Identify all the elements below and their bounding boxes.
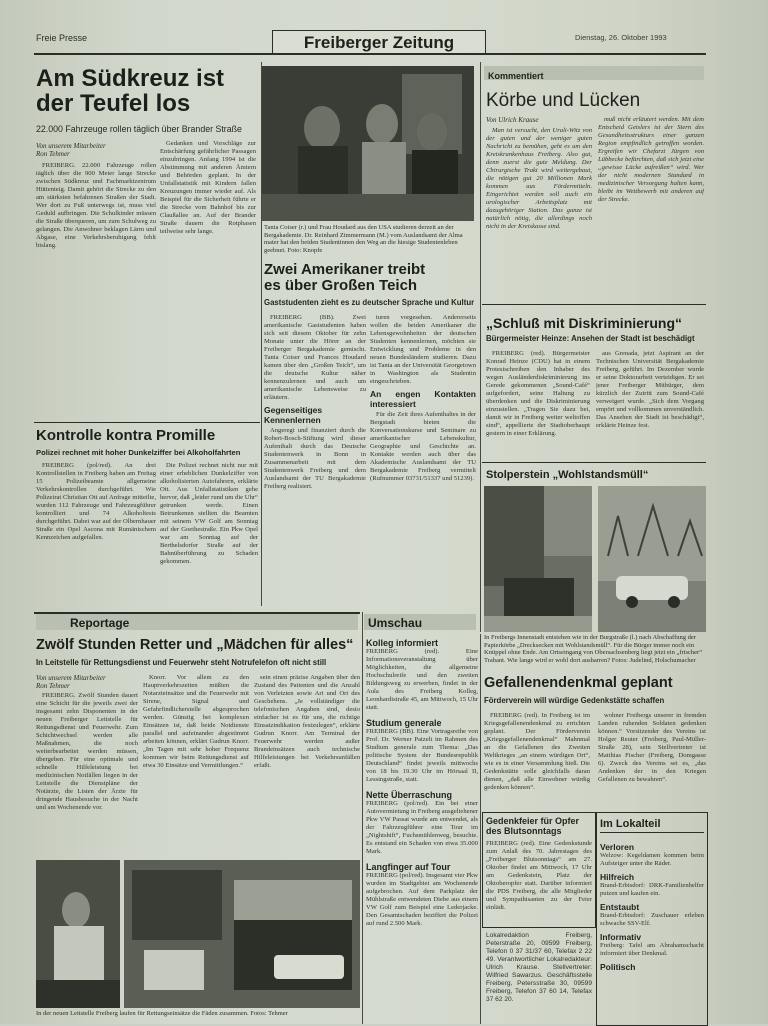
lead-byline-1: Von unserem Mitarbeiter — [36, 142, 106, 150]
americans-col1 — [264, 314, 366, 610]
kontrolle-headline: Kontrolle kontra Promille — [36, 427, 216, 444]
umschau-item-text: FREIBERG (pol/red). Insgesamt vier Pkw wurden im Stadtgebiet am Wochenende aufgebrochen. Auf dem Parkplatz der Mühlstraße entwendeten Diebe aus einem VW Golf zum Beispiel eine Lederjacke. Den Gesamtschaden beziffert die Polizei auf rund 2.500 Mark. — [366, 872, 478, 927]
kommentar-byline: Von Ulrich Krause — [486, 116, 539, 124]
reportage-col1-text: FREIBERG. Zwölf Stunden dauert eine Schicht für die jeweils zwei der insgesamt zehn Disponenten in der neuen Freiberger Leitstelle für Rettungsdienst und Feuerwehr. Zum Schichtwechsel werden alle Maßnahmen, die noch weiterbearbeitet werden müssen, übergeben. Für eine optimale und schnelle Hilfeleistung bei medizinischen Notfällen liegen in der Leitstelle die Dienstpläne der Notärzte, die Listen der Ärzte für dringende Hausbesuche in der Nacht und am Wochenende vor. — [36, 692, 138, 811]
denkmal-col2 — [598, 712, 706, 810]
kommentar-label-box — [484, 66, 704, 80]
photo-control-room-image — [124, 860, 360, 1008]
masthead-title — [272, 30, 486, 55]
americans-headline-line1: Zwei Amerikaner treibt — [264, 261, 426, 278]
photo-dispatcher-image — [36, 860, 120, 1008]
column-divider-3 — [362, 612, 363, 1024]
diskriminierung-col2-text: aus Grenada, jetzt Aspirant an der Technischen Universität Bergakademie Freiberg, geführt. Im Dezember wurde er seine Doktorarbeit verteidigen. Er sei jener Freiberger Mitbürger, dem kürzlich der Zutritt zum Sound-Café verweigert wurde. „Sich dem Vorgang empört und vollkommen unverständlich. Das Ansehen der Stadt ist beschädigt“, erklärte Heinze fest. — [596, 350, 704, 429]
masthead-left: Freie Presse — [36, 33, 88, 43]
umschau-item-text: FREIBERG (red). Eine Informationsveranstaltung über Möglichkeiten, die allgemeine Hochschulreife und den zweiten Bildungsweg zu erwerben, findet in der Aula des Freiberg Kolleg, Leonhardistraße 45, am Mittwoch, 15 Uhr statt. — [366, 648, 478, 711]
denkmal-col1 — [484, 712, 590, 810]
lokalteil-list — [600, 838, 704, 1022]
diskriminierung-headline: „Schluß mit Diskriminierung“ — [486, 315, 683, 331]
kommentar-col2-text: muß nicht erläutert werden. Mit dem Entscheid Geislers ist der Stern des Gesundheitsstrukturs einer ganzen Region empfindlich getroffen worden. Ergreifen wir Chefarzt Jürgen von Lübbecke befürchten, daß sich jetzt eine „gewisse Lücke aufreißen“ wird. Wer der nicht modernen Standard in medizinischer Versorgung halten kann, bleibt im Wettbewerb mit anderen auf der Strecke. — [598, 116, 704, 203]
masthead-date: Dienstag, 26. Oktober 1993 — [575, 33, 667, 42]
lead-col1-text: FREIBERG. 22.000 Fahrzeuge rollen täglich über die 900 Meter lange Strecke zwischen Südkreuz und Fachmarktzentrum Hüttenteig. Damit gehört die Strecke zu den am stärksten befahrenen Straßen der Stadt. Wer dort zu Fuß unterwegs ist, muss viel Geduld aufbringen. Die Schulkinder müssen die Straße überqueren, um zum Schulweg zu gelangen. Die Anwohner beklagen Lärm und Abgase, eine Verkehrsberuhigung fehlt bislang. — [36, 162, 156, 249]
photo-bottom-caption: In der neuen Leitstelle Freiberg laufen für Rettungseinsätze die Fäden zusammen. Fotos: Tehmer — [36, 1010, 288, 1017]
reportage-subhead: In Leitstelle für Rettungsdienst und Feuerwehr steht Notrufelefon oft nicht still — [36, 658, 327, 667]
photo-students — [262, 66, 474, 221]
lokalteil-item-text: Brand-Erbisdorf: DRK-Familienhelfer putzen und kaufen ein. — [600, 882, 704, 897]
opfer-headline: Gedenkfeier für Opfer des Blutsonntags — [486, 816, 580, 836]
photo-trabant — [598, 486, 706, 632]
lokalteil-item-title: Politisch — [600, 962, 636, 972]
umschau-item-title: Studium generale — [366, 718, 442, 728]
stolperstein-caption: In Freibergs Innenstadt entstehen wie in der Burgstraße (l.) nach Abschaffung der Papierkörbe „Drecksecken mit Wohlstandsmüll“. Für die Bürger immer noch ein Knüppel ohne Ende. Am Ortseingang von Obersachsenberg liegt jetzt ein „frischer“ Trabant. Wie lange wird er wohl dort ausharren? Fotos: Judelind, Holschumacher — [484, 634, 703, 664]
photo-students-caption: Tania Coiser (r.) und Frau Houdard aus den USA studieren derzeit an der Bergakademie. Dr. Reinhard Zimmermann (M.) vom Auslandsamt der Alma mater hat den beiden Studentinnen den Weg an die hiesige Studentenleben geebnet. Foto: Knopfe — [264, 224, 463, 254]
reportage-col3-text: sein einen präzise Angaben über den Zustand des Patienten und die Anzahl von Verletzten sowie Art und Ort des Geschehens. „Je vollständiger die telefonischen Angaben sind, desto einfacher ist es für uns, die richtige Einsatzindikation festzulegen“, erklärte Gudrun Knorr. Am Terminal der Feuerwehr werden außer Brandeinsätzen auch technische Hilfeleistungen bei Verkehrsunfällen erfaßt. — [254, 674, 360, 769]
denkmal-subhead: Förderverein will würdige Gedenkstätte schaffen — [484, 696, 665, 705]
column-divider-4 — [480, 634, 481, 1024]
lokalteil-item-text: Welzow: Kegeldamen kommen beim Aufsteiger unter die Räder. — [600, 852, 704, 867]
lead-col2 — [160, 140, 256, 420]
reportage-byline-2: Ron Tehmer — [36, 682, 70, 690]
lead-col2-text: Gedanken und Vorschläge zur Entschärfung gefährlicher Passagen einzubringen. Anfang 1994 ist die Abstimmung mit anderen Ämtern und Behörden geplant. In der Unfallstatistik mit Kindern fallen Kreuzungen immer wieder auf. Als Beispiel für die Sicherheit führte er die Strecke vom Bahnhof bis zur Claußallee an. Auf der Brander Straße dauern die Rotphasen teilweise sehr lange. — [160, 140, 256, 235]
americans-col1b-text: Angeregt und finanziert durch die Robert-Bosch-Stiftung wird dieser Aufenthalt durch das Deutsche Studentenwerk in Bonn in Zusammenarbeit mit dem Studentenwerk Freiberg und dem Auslandsamt der TU Bergakademie Freiberg realisiert. — [264, 427, 366, 490]
kontrolle-col2-text: Die Polizei rechnet nicht nur mit einer erheblichen Dunkelziffer von alkoholisierten Autofahrern, erklärte Ott. Aus Unfallstatistiken gehe hervor, daß „leider rund um die Uhr“ getrunken werde. Einen Betrunkenen stellten die Beamten mit seinem VW Golf am Sonntag auf der Goethestraße. Ein Pkw Opel war am Sonntag auf der Berthelsdorfer Straße auf der Bahnüberführung zu Schaden gekommen. — [160, 462, 258, 565]
lokalteil-item-text: Freiberg: Tafel am Abrahamschacht informiert über Denkmal. — [600, 942, 704, 957]
lead-subhead: 22.000 Fahrzeuge rollen täglich über Brander Straße — [36, 124, 242, 134]
lead-headline-line1: Am Südkreuz ist — [36, 65, 225, 92]
kontrolle-subhead: Polizei rechnet mit hoher Dunkelziffer bei Alkoholfahrten — [36, 448, 241, 457]
stolperstein-rule — [482, 462, 706, 463]
lead-headline-line2: der Teufel los — [36, 90, 191, 118]
column-divider-2 — [480, 62, 481, 632]
lead-byline — [36, 142, 106, 158]
masthead-rule — [34, 53, 706, 55]
photo-students-image — [262, 66, 474, 221]
diskriminierung-col1 — [486, 350, 590, 460]
americans-col2-subhead: An engen Kontakten interessiert — [370, 389, 476, 409]
lokalteil-item-title: Hilfreich — [600, 872, 635, 882]
umschau-section-label: Umschau — [368, 616, 423, 630]
kontrolle-col1-text: FREIBERG (pol/red). An drei Kontrollstellen in Freiberg haben am Freitag 15 Polizeibeamte allgemeine Verkehrskontrollen durchgeführt. Wie Polizeirat Christian Ott auf Anfrage mitteilte, wurden 112 Fahrzeuge und Fahrzeugführer kontrolliert und 74 Alkoholtests durchgeführt. Dabei war auf der Olbernhauer Straße ein Opel Ascona mit Rumänischem Kennzeichen aufgefallen. — [36, 462, 156, 541]
photo-control-room — [124, 860, 360, 1008]
kommentar-col1 — [486, 127, 592, 299]
kommentar-col2 — [598, 116, 704, 299]
umschau-item-title: Kolleg informiert — [366, 638, 439, 648]
denkmal-col1-text: FREIBERG (red). In Freiberg ist im Kriegsgefallenendenkmal zu errichten geplant. Der Förderverein „Kriegsgefallenendenkmal“ Mahnmal an die Gefallenen des Zweiten Weltkrieges „an einem würdigen Ort“, wie es in einer Versammlung hieß. Die Gedenkstätte solle gleichfalls daran dienen, „daß alle Einwohner würdig gedenken können“. — [484, 712, 590, 791]
americans-subhead: Gaststudenten zieht es zu deutscher Sprache und Kultur — [264, 298, 475, 307]
kommentar-headline: Körbe und Lücken — [486, 90, 641, 111]
diskriminierung-subhead: Bürgermeister Heinze: Ansehen der Stadt ist beschädigt — [486, 334, 695, 343]
photo-trash-image — [484, 486, 592, 632]
americans-col2-text: turen vorgesehen. Andererseits wollen die beiden Amerikaner die Lebensgewohnheiten der deutschen Studenten kennenlernen, möchten sie Entwicklung und Probleme in den neuen Bundesländern studieren. Dazu ist Tania an der Universität Georgetown in Washington als Studentin eingeschrieben. — [370, 314, 476, 385]
reportage-byline-1: Von unserem Mitarbeiter — [36, 674, 106, 682]
umschau-item-text: FREIBERG (BB). Eine Vortragsreihe von Prof. Dr. Werner Patzelt im Rahmen des Studium generale zum Thema: „Das politische System der Bundesrepublik Deutschland“ findet jeweils mittwochs von 18 bis 19.30 Uhr im Hörsaal II, Lessingstraße, statt. — [366, 728, 478, 783]
masthead-title-text: Freiberger Zeitung — [303, 33, 455, 52]
kommentar-col1-text: Man ist versucht, den Urali-Witz von der guten und der weniger guten Nachricht zu bemühen, geht es um den Kreiskrankenhaus Freiberg. Also gut, denn zuerst die gute Meldung. Der Chirurgische Trakt wird weitergebaut, die nötigen gut 20 Millionen Mark kommen aus Fördermitteln. Eingerichtet werden soll auch ein urologischer Arbeitsplatz mit dazugehöriger Station. Das ganze ist natürlich nötig, die allerdings noch nicht in der Kreiskasse sind. — [486, 127, 592, 230]
lokalteil-item-title: Verloren — [600, 842, 635, 852]
reportage-col2 — [143, 674, 249, 850]
reportage-col1 — [36, 692, 138, 850]
opfer-text: FREIBERG (red). Eine Gedenkstunde zum Anlaß des 70. Jahrestages des „Freiberger Blutsonntags“ am 27. Oktober findet am Mittwoch, 17 Uhr am Gedenkstein, Platz der Oktoberopfer statt. Darüber informiert die PDS Freiberg, die alle Mitglieder und Sympathisanten zu der Feier einlädt. — [486, 840, 592, 911]
americans-headline-line2: es über Großen Teich — [264, 276, 418, 294]
denkmal-headline: Gefallenendenkmal geplant — [484, 675, 673, 691]
photo-dispatcher — [36, 860, 120, 1008]
umschau-list — [366, 634, 478, 1022]
reportage-section-bar — [36, 614, 358, 630]
diskriminierung-col2 — [596, 350, 704, 460]
americans-col1-subhead: Gegenseitiges Kennenlernen — [264, 405, 323, 425]
americans-col2b-text: Für die Zeit ihres Aufenthaltes in der Bergstadt bieten die Konversationskurse und Seminare zu amerikanischer Lebenskultur, Geographie und Geschichte an. Kontakte werden auch über das Akademische Auslandsamt der TU Bergakademie Freiberg vermittelt (Rufnummer 03731/51337 und 51239). — [370, 411, 476, 482]
lead-headline — [36, 66, 258, 116]
reportage-section-label: Reportage — [70, 616, 130, 630]
kontrolle-rule — [34, 422, 260, 423]
reportage-byline — [36, 674, 106, 690]
lead-col1 — [36, 162, 156, 420]
kommentar-label: Kommentiert — [488, 71, 544, 81]
reportage-headline: Zwölf Stunden Retter und „Mädchen für alles“ — [36, 637, 354, 653]
imprint-text: Lokalredaktion Freiberg, Peterstraße 20, 09599 Freiberg, Telefon 0 37 31/37 60, Telefax 2 22 49. Verantwortlicher Lokalredakteur: Ulrich Krause. Stellvertreter: Wilfried Sawarzus. Geschäftsstelle Freiberg, Petersstraße 30, 09599 Freiberg, Telefon 37 60 14, Telefax 37 62 20. — [486, 932, 592, 1003]
umschau-section-bar — [364, 614, 476, 630]
kontrolle-col2 — [160, 462, 258, 600]
diskriminierung-rule — [482, 304, 706, 305]
umschau-item-text: FREIBERG (pol/red). Ein bei einer Autovermietung in Freiberg ausgeliehener Pkw VW Passat wurde am entwendet, als der Fahrzeugführer eine Tour im „Nightshift“, Fuchsmühlenweg, besuchte. Es entstand ein Schaden von etwa 35.000 Mark. — [366, 800, 478, 855]
americans-col2 — [370, 314, 476, 610]
photo-trabant-image — [598, 486, 706, 632]
americans-col1-text: FREIBERG (BB). Zwei amerikanische Gaststudenten haben sich seit diesem Oktober für zehn Monate unter die Hörer an der Freiberger Bergakademie gemischt. Tania Coiser und Frances Houdard kamen über den „Großen Teich“, um die deutsche Kultur näher kennenzulernen und auch um amerikanische Lebensweise zu erläutern. — [264, 314, 366, 401]
reportage-col3 — [254, 674, 360, 850]
lokalteil-title: Im Lokalteil — [600, 818, 704, 833]
kontrolle-col1 — [36, 462, 156, 600]
photo-trash — [484, 486, 592, 632]
lokalteil-item-text: Brand-Erbisdorf: Zuschauer erleben schwache SSV-Elf. — [600, 912, 704, 927]
umschau-item-title: Nette Überraschung — [366, 790, 453, 800]
umschau-item-title: Langfinger auf Tour — [366, 862, 451, 872]
americans-headline — [264, 262, 478, 294]
lokalteil-item-title: Informativ — [600, 932, 642, 942]
lead-byline-2: Ron Tehmer — [36, 150, 70, 158]
denkmal-col2-text: wohner Freibergs unserer in fremden Landen ruhenden Soldaten gedenken können.“ Vorsitzender des Vereins ist Holger Reuter (Freiberg, Paul-Müller-Straße 28), sein Stellvertreter ist Matthias Fischer (Freiberg, Domgasse 6). Zweck des Vereins sei es, „das Andenken der in den Kriegen Gefallenen zu bewahren“. — [598, 712, 706, 783]
reportage-col2-text: Knorr. Vor allem zu den Hauptverkehrszeiten müßten die Notarzteinsätze und die Feuerwehr mit Sirene, Signal und Gefahrfindlicherstelle abgesprochen werden. Günstig bei komplexen Einsätzen ist, daß beide Notdienste parallel und aufeinander abgestimmt arbeiten können, erklärt Gudrun Knorr. „Im Tagen mit sehr hoher Frequenz kommen wir beim Rettungsdienst auf etwa 30 Einsätze und Vermittlungen.“ — [143, 674, 249, 769]
stolperstein-headline: Stolperstein „Wohlstandsmüll“ — [486, 469, 649, 481]
lokalteil-item-title: Entstaubt — [600, 902, 640, 912]
diskriminierung-col1-text: FREIBERG (red). Bürgermeister Konrad Heinze (CDU) hat in einem Protestschreiben den Inhaber des wegen Ausländerdiskriminierung ins Gerede gekommenen „Sound-Café“ aufgefordert, seine Haltung zu überdenken und die Diskriminierung einzustellen. „Tragen Sie dazu bei, damit wir in Freiberg weiter weltoffen sind“, appellierte der Stadtoberhaupt gestern in einer Erklärung. — [486, 350, 590, 437]
